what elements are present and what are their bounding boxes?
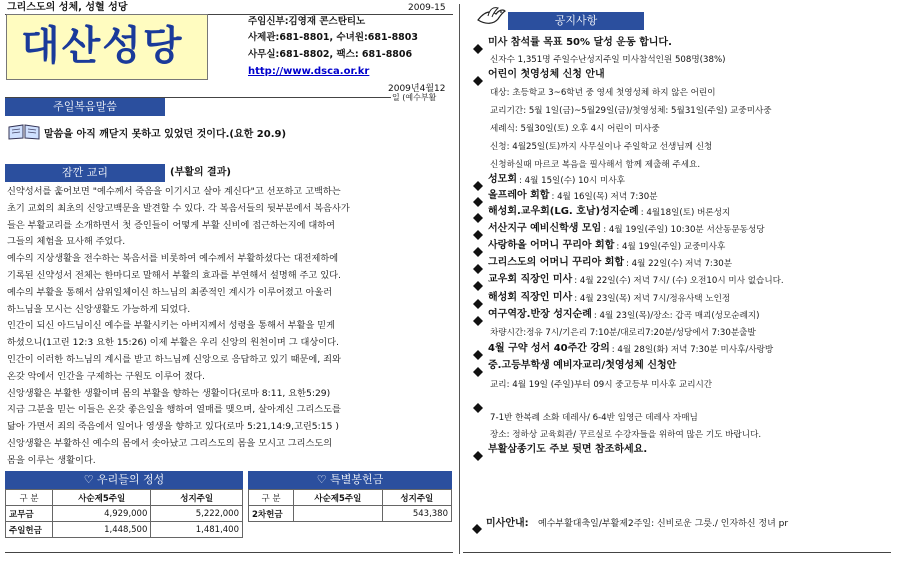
- office-phones-2: 사무실:681-8802, 팩스: 681-8806: [248, 49, 413, 60]
- diamond-bullet-icon: [473, 39, 483, 58]
- catechism-line: 몸을 이루는 생활이다.: [7, 454, 96, 466]
- notice-title: 성모회: [488, 174, 517, 185]
- parish-title: 대산성당: [21, 22, 184, 69]
- notice-title: 해성회.교우회(LG. 호남)성지순례: [488, 206, 639, 217]
- offering-row-label: 교무금: [6, 506, 53, 522]
- special-table: [248, 489, 452, 522]
- dove-icon: [476, 6, 506, 28]
- notice-detail: : 4월18일(토) 버론성지: [640, 208, 731, 218]
- notice-title: 4월 구약 성서 40주간 강의: [488, 343, 610, 354]
- notice-detail: 장소: 정하상 교육회관/ 꾸르실로 수강자들을 위하여 많은 기도 바랍니다.: [490, 430, 762, 440]
- special-row-a: [294, 506, 383, 522]
- diamond-bullet-icon: [473, 311, 483, 330]
- office-phones-1: 사제관:681-8801, 수녀원:681-8803: [248, 32, 419, 43]
- notice-detail: 신자수 1,351명 주일수난성지주일 미사참석인원 508명(38%): [490, 55, 726, 65]
- notice-title: 교우회 직장인 미사: [488, 274, 573, 285]
- notice-title: 중.고등부학생 예비자교리/첫영성체 신청안: [488, 360, 677, 371]
- parish-subtitle: 그리스도의 성체, 성혈 성당: [7, 2, 128, 13]
- catechism-line: 예수의 부활을 통해서 삼위일체이신 하느님의 최종적인 계시가 이루어졌고 아울러: [7, 286, 333, 298]
- offering-header: ♡ 우리들의 정성: [5, 471, 243, 489]
- catechism-line: 들은 부활교리를 소개하면서 첫 증인들이 어떻게 부활 신비에 접근하는지에 대하여: [7, 219, 336, 231]
- notice-title: 올프레아 회합: [488, 190, 550, 201]
- catechism-line: 닮아 가면서 죄의 죽음에서 일어나 영생을 향하고 있다(로마 5:21,14:9,고린5:15 ): [7, 421, 339, 433]
- special-header: ♡ 특별봉헌금: [248, 471, 452, 489]
- catechism-line: 신약성서를 훑어보면 "예수께서 죽음을 이기시고 살아 계신다"고 선포하고 고백하는: [7, 186, 341, 197]
- catechism-line: 인간이 되신 아드님이신 예수를 부활시키는 아버지께서 성령을 통해서 부활을 믿게: [7, 320, 336, 332]
- notice-title: 미사 참석률 목표 50% 달성 운동 합니다.: [488, 37, 672, 48]
- offering-table: [5, 489, 243, 538]
- table-row: [6, 506, 243, 522]
- catechism-line: 기록된 신약성서 전체는 한마디로 말해서 부활의 효과를 부연해서 설명해 주고 있다.: [7, 270, 341, 281]
- catechism-line: 예수의 지상생활을 전수하는 복음서를 비롯하여 예수께서 부활하셨다는 대전제하에: [7, 253, 339, 265]
- bottom-rule-right: [463, 552, 891, 553]
- diamond-bullet-icon: [473, 362, 483, 381]
- notices-header: 공지사항: [508, 12, 644, 30]
- bottom-rule-left: [5, 552, 453, 553]
- diamond-bullet-icon: [473, 71, 483, 90]
- special-col-label: 구 분: [249, 490, 294, 506]
- notice-detail: : 4월 19일(주일) 교중미사후: [616, 242, 726, 252]
- notice-title: 여구역장.반장 성지순례: [488, 309, 592, 320]
- offering-col-b: 성지주일: [151, 490, 243, 506]
- diamond-bullet-icon: [472, 519, 482, 538]
- notice-detail: : 4월 19일(주일) 10:30분 서산동문동성당: [603, 225, 765, 235]
- issue-number: 2009-15: [408, 3, 446, 13]
- mass-guide-label: 미사안내:: [486, 518, 529, 529]
- mass-guide-text: 예수부활대축일/부활제2주일: 신비로운 그릇./ 인자하신 정녀 pr: [538, 519, 789, 529]
- special-col-a: 사순제5주일: [294, 490, 383, 506]
- catechism-line: 초기 교회의 최초의 신앙고백문을 발견할 수 있다. 각 복음서들의 뒷부분에서 복음사가: [7, 202, 350, 214]
- notice-title: 그리스도의 어머니 꾸리아 회합: [488, 257, 625, 268]
- gospel-verse: 말씀을 아직 깨닫지 못하고 있었던 것이다.(요한 20.9): [44, 129, 287, 140]
- diamond-bullet-icon: [473, 446, 483, 465]
- website-link[interactable]: http://www.dsca.or.kr: [248, 66, 370, 77]
- notice-title: 어린이 첫영성체 신청 안내: [488, 69, 605, 80]
- notice-title: 해성회 직장인 미사: [488, 292, 573, 303]
- catechism-line: 인간이 이러한 하느님의 계시를 받고 하느님께 신앙으로 응답하고 있기 때문에, 죄와: [7, 354, 341, 365]
- catechism-line: 온갖 악에서 인간을 구제하는 구원도 이루어 졌다.: [7, 370, 205, 382]
- offering-row-a: 4,929,000: [53, 506, 151, 522]
- offering-row-b: 1,481,400: [151, 522, 243, 538]
- diamond-bullet-icon: [473, 398, 483, 417]
- catechism-line: 지금 그분을 믿는 이들은 온갖 좋은일을 행하여 열매를 맺으며, 살아계신 그리스도를: [7, 404, 341, 416]
- notice-detail: 차량시간:정유 7시/기은리 7:10분/대로리7:20분/성당에서 7:30분출발: [490, 328, 756, 338]
- notice-detail: 대상: 초등학교 3~6학년 중 영세 첫영성체 하지 않은 어린이: [490, 88, 716, 98]
- offering-col-label: 구 분: [6, 490, 53, 506]
- table-row: [6, 522, 243, 538]
- notice-detail: : 4월 15일(수) 10시 미사후: [518, 176, 625, 186]
- notice-detail: : 4월 22일(수) 저녁 7:30분: [626, 259, 733, 269]
- notice-detail: 7-1반 한복례 소화 데레사/ 6-4반 임영근 데레사 자매님: [490, 413, 698, 423]
- offering-row-b: 5,222,000: [151, 506, 243, 522]
- catechism-line: 하느님을 모시는 신앙생활도 가능하게 되었다.: [7, 303, 191, 315]
- notice-detail: 신청하실때 마르코 복음을 필사해서 함께 제출해 주세요.: [490, 160, 701, 170]
- notice-detail: 신청: 4월25일(토)까지 사무실이나 주일학교 선생님께 신청: [490, 142, 713, 152]
- catechism-line: 신앙생활은 부활하신 예수의 몸에서 솟아났고 그리스도의 몸을 모시고 그리스도의: [7, 438, 333, 449]
- catechism-line: 하셨으니(1고린 12:3 요한 15:26) 이제 부활은 우리 신앙의 원천이며 그 대상이다.: [7, 337, 339, 349]
- notice-detail: : 4월 16일(목) 저녁 7:30분: [551, 192, 658, 202]
- notice-detail: 교리: 4월 19일 (주일)부터 09시 중고등부 미사후 교리시간: [490, 380, 713, 390]
- offering-row-a: 1,448,500: [53, 522, 151, 538]
- notice-detail: : 4월 22일(수) 저녁 7시/ (수) 오전10시 미사 없습니다.: [574, 276, 784, 286]
- notice-title: 서산지구 예비신학생 모임: [488, 223, 602, 234]
- offering-row-label: 주일헌금: [6, 522, 53, 538]
- notice-title: 부활삼종기도 주보 뒷면 참조하세요.: [488, 444, 648, 455]
- catechism-line: 그들의 체험을 묘사해 주었다.: [7, 236, 126, 248]
- offering-col-a: 사순제5주일: [53, 490, 151, 506]
- special-col-b: 성지주일: [382, 490, 451, 506]
- notice-detail: : 4월 23일(목) 저녁 7시/정유사택 노인정: [574, 294, 731, 304]
- notice-title: 사랑하올 어머니 꾸리아 회합: [488, 240, 615, 251]
- pastor-name: 주임신부:김영재 콘스탄티노: [248, 16, 366, 27]
- notice-detail: : 4월 28일(화) 저녁 7:30분 미사후/사랑방: [611, 345, 774, 355]
- catechism-subtitle: (부활의 결과): [170, 167, 231, 178]
- gospel-header: 주일복음말씀: [5, 98, 165, 116]
- special-row-b: 543,380: [382, 506, 451, 522]
- notice-detail: : 4월 23일(목)/장소: 갑곡 매괴(성모순례지): [593, 311, 760, 321]
- catechism-line: 신앙생활은 부활한 생활이며 몸의 부활을 향하는 생활이다(로마 8:11, 요한5:29): [7, 387, 331, 399]
- title-box: [6, 14, 208, 80]
- notice-detail: 교리기간: 5월 1일(금)~5월29일(금)/첫영성체: 5월31일(주일) 교중미사중: [490, 106, 772, 116]
- bulletin-date-suffix: 일 (예수부활: [392, 93, 437, 102]
- bulletin-date: 2009년4월12: [388, 84, 446, 94]
- diamond-bullet-icon: [473, 276, 483, 295]
- notice-detail: 세례식: 5월30일(토) 오후 4시 어린이 미사중: [490, 124, 660, 134]
- catechism-header: 잠깐 교리: [5, 164, 165, 182]
- table-row: [249, 506, 452, 522]
- column-divider: [459, 4, 460, 554]
- special-row-label: 2차헌금: [249, 506, 294, 522]
- open-book-icon: [8, 124, 40, 140]
